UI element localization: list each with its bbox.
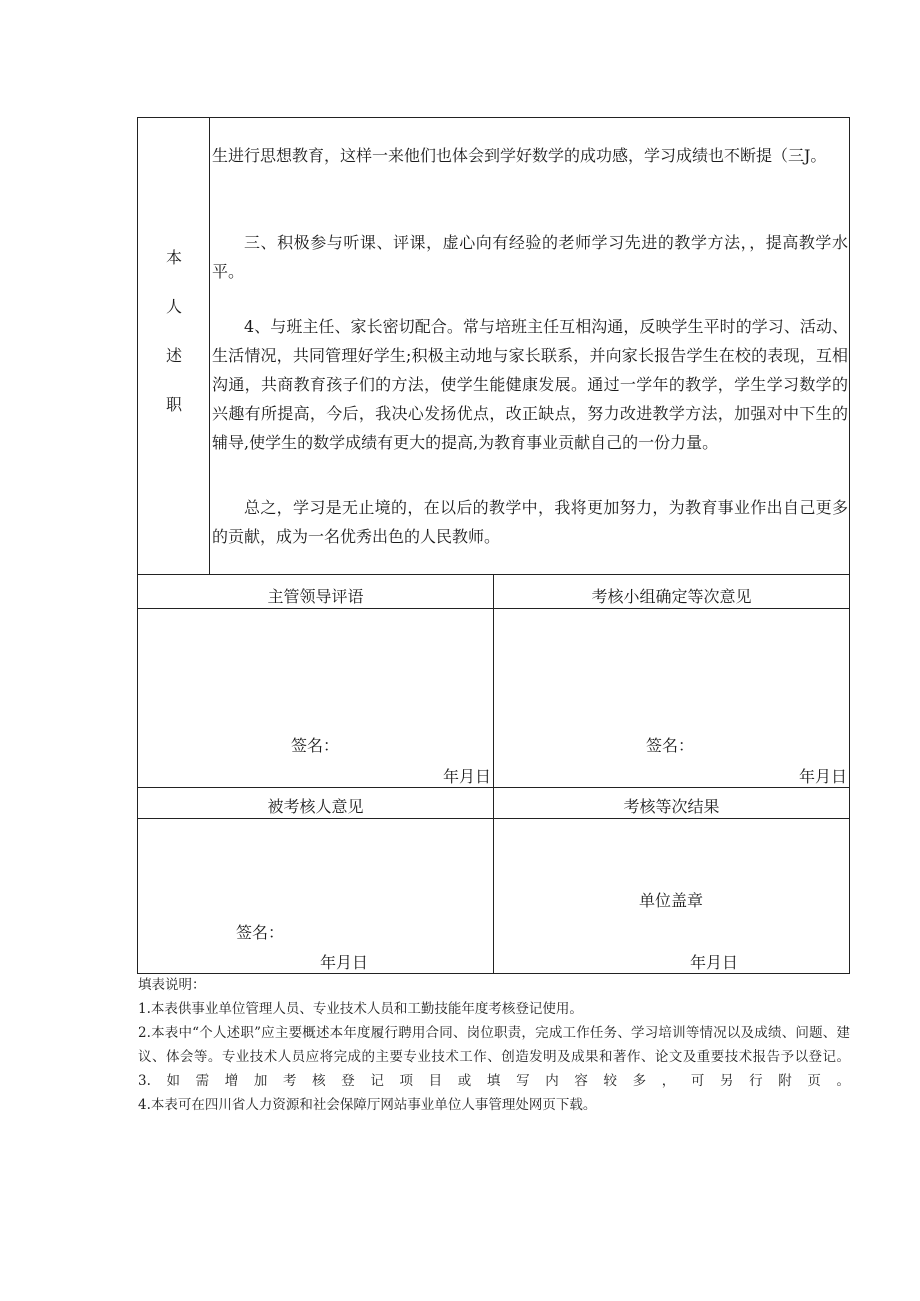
filling-instructions xyxy=(138,973,850,1117)
leader-sign-label: 签名： xyxy=(291,736,340,755)
note-item: 4.本表可在四川省人力资源和社会保障厅网站事业单位人事管理处网页下载。 xyxy=(138,1097,597,1113)
note-item: 3.如需增加考核登记项目或填写内容较多，可另行附页。 xyxy=(138,1073,850,1089)
table-border-top xyxy=(137,117,850,118)
report-paragraph: 生进行思想教育，这样一来他们也体会到学好数学的成功感，学习成绩也不断提（三J。 xyxy=(212,146,827,165)
examinee-opinion-header: 被考核人意见 xyxy=(267,797,364,816)
result-header: 考核等次结果 xyxy=(623,797,720,816)
section-label-char: 人 xyxy=(165,297,182,316)
leader-date-label: 年月日 xyxy=(443,767,492,786)
notes-title: 填表说明： xyxy=(138,977,206,993)
report-paragraph: 三、积极参与听课、评课，虚心向有经验的老师学习先进的教学方法，，提高教学水平。 xyxy=(212,233,848,281)
section-label-char: 本 xyxy=(165,248,182,267)
report-paragraph: 4、与班主任、家长密切配合。常与培班主任互相沟通，反映学生平时的学习、活动、生活情况，共同管理好学生;积极主动地与家长联系，并向家长报告学生在校的表现，互相沟通，共商教育孩子们的方法，使学生能健康发展。通过一学年的教学，学生学习数学的兴趣有所提高，今后，我决心发扬优点，改正缺点，努力改进教学方法，加强对中下生的辅导,使学生的数学成绩有更大的提高,为教育事业贡献自己的一份力量。 xyxy=(212,317,848,452)
table-border-right xyxy=(849,117,850,974)
examinee-date-label: 年月日 xyxy=(320,953,369,972)
unit-seal-label: 单位盖章 xyxy=(639,891,704,910)
report-paragraph: 总之，学习是无止境的，在以后的教学中，我将更加努力，为教育事业作出自己更多的贡献，成为一名优秀出色的人民教师。 xyxy=(212,498,848,546)
column-divider-middle xyxy=(493,574,494,974)
examinee-sign-label: 签名： xyxy=(236,923,285,942)
section-label-char: 职 xyxy=(165,395,182,414)
result-date-label: 年月日 xyxy=(690,953,739,972)
note-item: 2.本表中“个人述职”应主要概述本年度履行聘用合同、岗位职责，完成工作任务、学习培训等情况以及成绩、问题、建议、体会等。专业技术人员应将完成的主要专业技术工作、创造发明及成果和著作、论文及重要技术报告予以登记。 xyxy=(138,1025,850,1065)
section-label-char: 述 xyxy=(165,346,182,365)
group-sign-label: 签名： xyxy=(646,736,695,755)
group-date-label: 年月日 xyxy=(799,767,848,786)
leader-comment-header: 主管领导评语 xyxy=(267,587,364,606)
note-item: 1.本表供事业单位管理人员、专业技术人员和工勤技能年度考核登记使用。 xyxy=(138,1001,583,1017)
group-opinion-header: 考核小组确定等次意见 xyxy=(591,587,752,606)
